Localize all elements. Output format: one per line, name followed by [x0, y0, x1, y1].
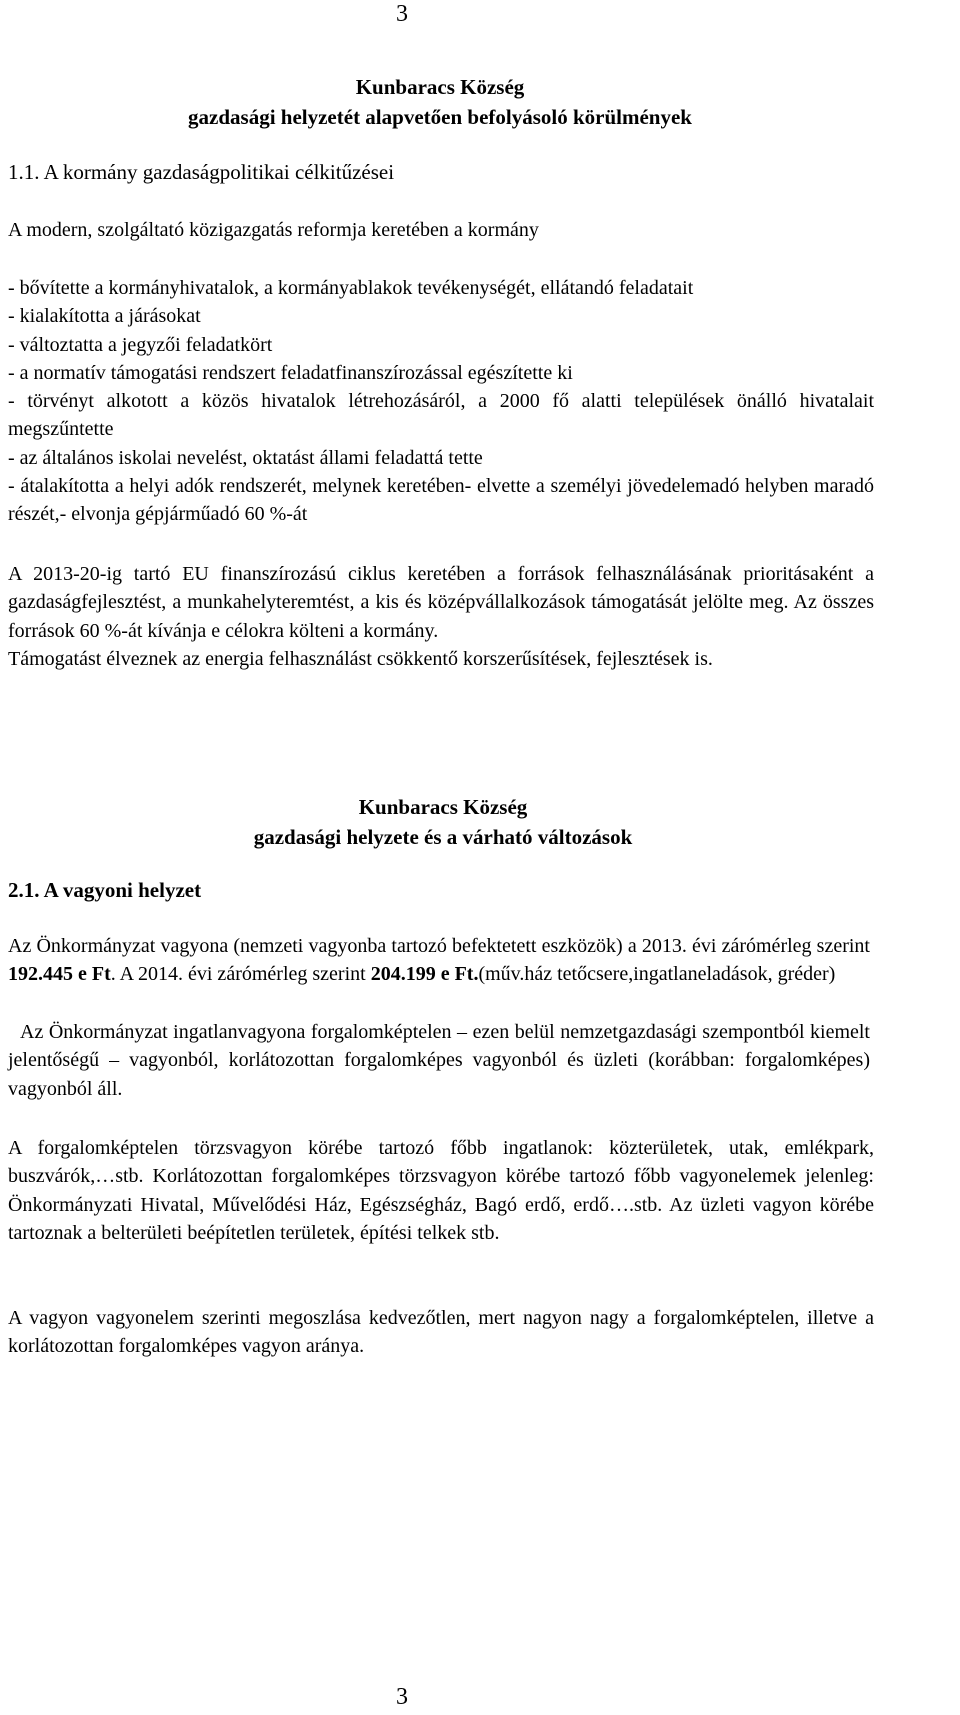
section1-list: [8, 274, 874, 529]
section2-title: [214, 792, 672, 852]
section2-distribution: A vagyon vagyonelem szerinti megoszlása kedvezőtlen, mert nagyon nagy a forgalomképtelen, illetve a korlátozottan forgalomképes vagyon aránya.: [8, 1307, 874, 1358]
assets-value-2013: 192.445 e Ft: [8, 963, 111, 986]
list-item: - átalakította a helyi adók rendszerét, melynek keretében- elvette a személyi jövedelemadó helyben maradó részét,- elvonja gépjárműadó 60 %-át: [8, 475, 874, 526]
list-item: - bővítette a kormányhivatalok, a kormányablakok tevékenységét, ellátandó feladatait: [8, 277, 694, 299]
section1-heading: 1.1. A kormány gazdaságpolitikai célkitűzései: [8, 160, 395, 184]
assets-value-2014: 204.199 e Ft.: [370, 963, 479, 986]
section2-heading: 2.1. A vagyoni helyzet: [8, 878, 202, 902]
para-support-text: Támogatást élveznek az energia felhasználást csökkentő korszerűsítések, fejlesztések is.: [8, 647, 713, 670]
list-item: - a normatív támogatási rendszert feladatfinanszírozással egészítette ki: [8, 361, 573, 384]
section2-core: A forgalomképtelen törzsvagyon körébe tartozó főbb ingatlanok: közterületek, utak, emlékpark, buszvárók,…stb. Korlátozottan forgalomképes törzsvagyon körébe tartozó főbb vagyonelemek jelenleg: Önkormányzati Hivatal, Művelődési Ház, Egészségház, Bagó erdő, erdő….stb. Az üzleti vagyon körébe tartoznak a belterületi beépítetlen területek, építési telkek stb.: [8, 1137, 874, 1244]
section1-para-eu: [8, 560, 874, 673]
section2-title-line1: Kunbaracs Község: [358, 795, 528, 819]
list-item: - változtatta a jegyzői feladatkört: [8, 333, 273, 356]
page-number-bottom: 3: [396, 1684, 408, 1710]
section2-property: Az Önkormányzat ingatlanvagyona forgalomképtelen – ezen belül nemzetgazdasági szempontból kiemelt jelentőségű – vagyonból, korlátozottan forgalomképes vagyonból és üzleti (korábban: forgalomképes) vagyonból áll.: [8, 1021, 870, 1100]
assets-text-2: . A 2014. évi zárómérleg szerint: [110, 963, 371, 986]
list-item: - az általános iskolai nevelést, oktatást állami feladattá tette: [8, 446, 483, 469]
section2-assets: [8, 932, 870, 989]
section1-title-line2: gazdasági helyzetét alapvetően befolyásoló körülmények: [188, 105, 692, 129]
page-number-top: 3: [396, 1, 408, 27]
section2-title-line2: gazdasági helyzete és a várható változások: [253, 825, 633, 849]
list-item: - törvényt alkotott a közös hivatalok létrehozásáról, a 2000 fő alatti települések önálló hivatalait megszűntette: [8, 390, 874, 441]
para-eu-text: A 2013-20-ig tartó EU finanszírozású ciklus keretében a források felhasználásának prioritásaként a gazdaságfejlesztést, a munkahelyteremtést, a kis és középvállalkozások támogatását jelölte meg. Az összes források 60 %-át kívánja e célokra költeni a kormány.: [8, 563, 874, 642]
list-item: - kialakította a járásokat: [8, 305, 201, 328]
assets-text-1: Az Önkormányzat vagyona (nemzeti vagyonba tartozó befektetett eszközök) a 2013. évi zárómérleg szerint: [8, 935, 870, 957]
assets-text-3: (műv.ház tetőcsere,ingatlaneladások, gréder): [478, 963, 836, 986]
section1-title-line1: Kunbaracs Község: [355, 75, 525, 99]
section1-intro: A modern, szolgáltató közigazgatás reformja keretében a kormány: [8, 219, 539, 241]
section1-title: [0, 72, 960, 132]
